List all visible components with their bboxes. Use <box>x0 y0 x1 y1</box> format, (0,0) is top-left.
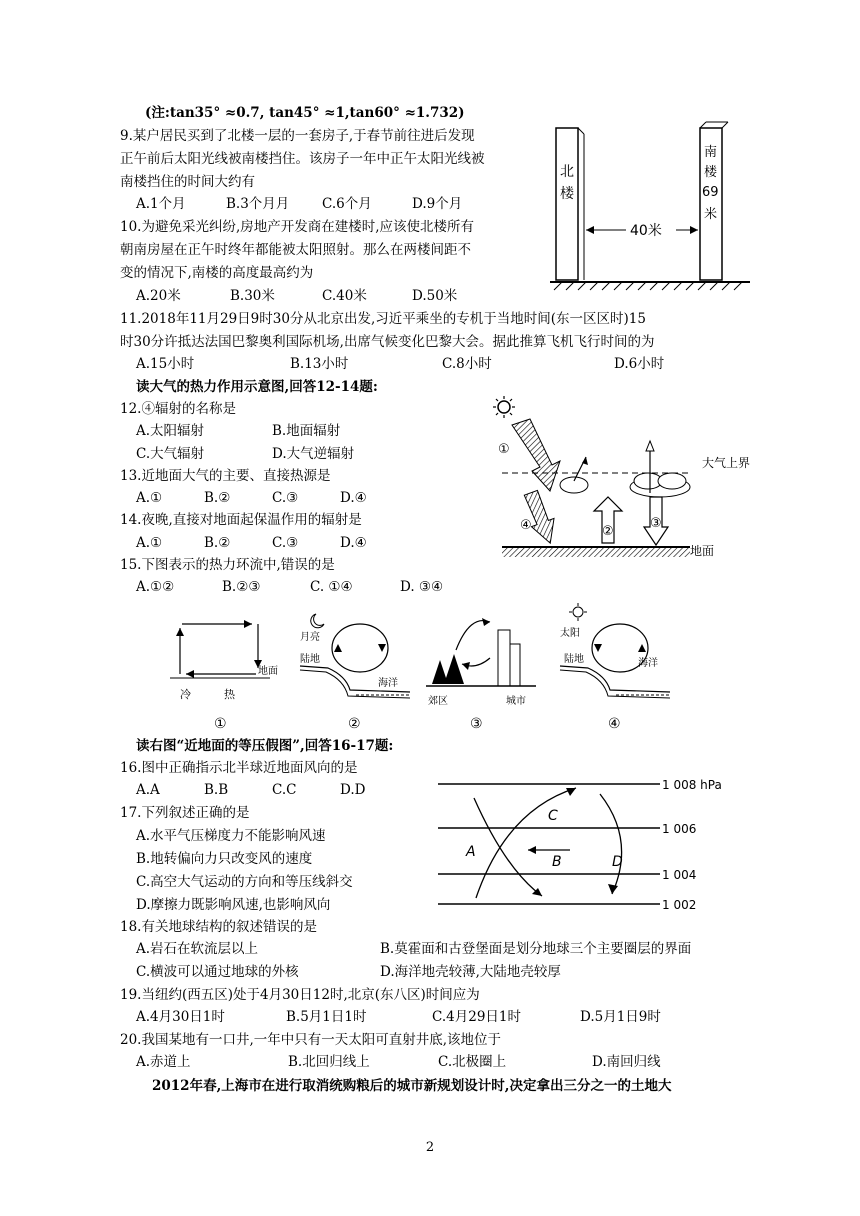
isobar-figure <box>436 770 736 910</box>
isobar-label-1008: 1 008 hPa <box>662 778 722 792</box>
panel-2-num: ② <box>348 716 361 732</box>
panel-3-num: ③ <box>470 716 483 732</box>
q16-option-a[interactable]: A.A <box>136 782 160 798</box>
panel-2 <box>300 614 410 732</box>
q9-option-d[interactable]: D.9个月 <box>412 196 463 212</box>
label-1: ① <box>498 442 510 457</box>
q19-option-a[interactable]: A.4月30日1时 <box>136 1009 225 1025</box>
label-c: C <box>548 808 558 824</box>
panel-1-num: ① <box>214 716 227 732</box>
q16-option-c[interactable]: C.C <box>272 782 297 798</box>
q20-option-a[interactable]: A.赤道上 <box>136 1054 191 1070</box>
q10-stem-2: 朝南房屋在正午时终年都能被太阳照射。那么在两楼间距不 <box>120 242 471 258</box>
south-label-2: 楼 <box>704 165 718 180</box>
q14-option-d[interactable]: D.④ <box>340 535 367 551</box>
q16-stem: 16.图中正确指示北半球近地面风向的是 <box>120 760 358 776</box>
panel-4-sea: 海洋 <box>638 658 658 669</box>
q14-stem: 14.夜晚,直接对地面起保温作用的辐射是 <box>120 512 362 528</box>
q15-option-a[interactable]: A.①② <box>136 579 175 595</box>
q11-option-b[interactable]: B.13小时 <box>290 356 349 372</box>
q12-option-d[interactable]: D.大气逆辐射 <box>272 446 355 462</box>
intro-12-14: 读大气的热力作用示意图,回答12-14题: <box>136 379 378 395</box>
q13-stem: 13.近地面大气的主要、直接热源是 <box>120 468 331 484</box>
q15-option-b[interactable]: B.②③ <box>222 579 261 595</box>
q11-stem-1: 11.2018年11月29日9时30分从北京出发,习近平乘坐的专机于当地时间(东一区区时)15 <box>120 311 646 327</box>
atmosphere-figure <box>490 395 750 565</box>
q13-option-d[interactable]: D.④ <box>340 490 367 506</box>
moon-icon <box>311 614 324 628</box>
arrow-1 <box>512 419 560 491</box>
q19-option-b[interactable]: B.5月1日1时 <box>286 1009 367 1025</box>
q14-option-c[interactable]: C.③ <box>272 535 299 551</box>
panel-1-hot: 热 <box>224 688 235 701</box>
q19-stem: 19.当纽约(西五区)处于4月30日12时,北京(东八区)时间应为 <box>120 987 480 1003</box>
q17-option-c[interactable]: C.高空大气运动的方向和等压线斜交 <box>136 874 353 890</box>
q18-option-a[interactable]: A.岩石在软流层以上 <box>136 941 259 957</box>
q10-option-d[interactable]: D.50米 <box>412 288 458 304</box>
isobar-label-1004: 1 004 <box>662 868 697 882</box>
q9-stem-3: 南楼挡住的时间大约有 <box>120 174 255 190</box>
panel-2-sea: 海洋 <box>378 678 398 689</box>
q11-option-a[interactable]: A.15小时 <box>136 356 195 372</box>
q17-stem: 17.下列叙述正确的是 <box>120 805 250 821</box>
q10-option-b[interactable]: B.30米 <box>230 288 275 304</box>
buildings-figure <box>550 120 750 300</box>
q18-option-b[interactable]: B.莫霍面和古登堡面是划分地球三个主要圈层的界面 <box>380 941 692 957</box>
ground-label: 地面 <box>690 544 715 558</box>
isobar-label-1006: 1 006 <box>662 822 697 836</box>
q17-option-a[interactable]: A.水平气压梯度力不能影响风速 <box>136 828 326 844</box>
q12-option-a[interactable]: A.太阳辐射 <box>136 423 205 439</box>
tail-paragraph: 2012年春,上海市在进行取消统购粮后的城市新规划设计时,决定拿出三分之一的土地大 <box>152 1078 672 1094</box>
panel-2-moon: 月亮 <box>300 632 320 643</box>
q20-option-d[interactable]: D.南回归线 <box>592 1054 661 1070</box>
panel-3-city: 城市 <box>506 696 526 707</box>
north-label-2: 楼 <box>560 186 574 202</box>
label-4: ④ <box>520 518 532 533</box>
label-3: ③ <box>650 516 662 531</box>
q17-option-b[interactable]: B.地转偏向力只改变风的速度 <box>136 851 313 867</box>
arrow-d <box>600 794 622 894</box>
q10-stem-1: 10.为避免采光纠纷,房地产开发商在建楼时,应该使北楼所有 <box>120 219 475 235</box>
panel-4 <box>560 603 670 732</box>
circulation-figure <box>160 600 720 735</box>
label-b: B <box>552 854 562 870</box>
q20-option-b[interactable]: B.北回归线上 <box>288 1054 370 1070</box>
label-2: ② <box>602 524 614 539</box>
north-building <box>556 128 578 280</box>
panel-1-cold: 冷 <box>180 688 191 701</box>
isobar-label-1002: 1 002 <box>662 898 697 910</box>
panel-3 <box>426 618 536 732</box>
q12-stem: 12.④辐射的名称是 <box>120 401 236 417</box>
q11-stem-2: 时30分许抵达法国巴黎奥利国际机场,出席气候变化巴黎大会。据此推算飞机飞行时间的为 <box>120 334 655 350</box>
q16-option-d[interactable]: D.D <box>340 782 366 798</box>
q18-stem: 18.有关地球结构的叙述错误的是 <box>120 919 317 935</box>
q13-option-c[interactable]: C.③ <box>272 490 299 506</box>
q18-option-d[interactable]: D.海洋地壳较薄,大陆地壳较厚 <box>380 964 561 980</box>
q18-option-c[interactable]: C.横波可以通过地球的外核 <box>136 964 299 980</box>
q15-option-d[interactable]: D. ③④ <box>400 579 444 595</box>
panel-1 <box>170 620 278 732</box>
q10-option-c[interactable]: C.40米 <box>322 288 367 304</box>
panel-4-sun: 太阳 <box>560 628 580 639</box>
intro-16-17: 读右图“近地面的等压假图”,回答16-17题: <box>136 738 394 754</box>
q9-stem-2: 正午前后太阳光线被南楼挡住。该房子一年中正午太阳光线被 <box>120 151 485 167</box>
q13-option-b[interactable]: B.② <box>204 490 231 506</box>
q15-option-c[interactable]: C. ①④ <box>310 579 353 595</box>
q14-option-b[interactable]: B.② <box>204 535 231 551</box>
q15-stem: 15.下图表示的热力环流中,错误的是 <box>120 557 335 573</box>
q9-option-c[interactable]: C.6个月 <box>322 196 372 212</box>
label-d: D <box>612 854 623 870</box>
q13-option-a[interactable]: A.① <box>136 490 163 506</box>
panel-4-num: ④ <box>608 716 621 732</box>
q11-option-c[interactable]: C.8小时 <box>442 356 492 372</box>
q10-option-a[interactable]: A.20米 <box>136 288 181 304</box>
q10-stem-3: 变的情况下,南楼的高度最高约为 <box>120 265 314 281</box>
page-number: 2 <box>425 1140 435 1155</box>
q20-option-c[interactable]: C.北极圈上 <box>438 1054 507 1070</box>
q12-option-c[interactable]: C.大气辐射 <box>136 446 205 462</box>
distance-label: 40米 <box>630 223 662 239</box>
q11-option-d[interactable]: D.6小时 <box>614 356 665 372</box>
panel-3-suburb: 郊区 <box>428 696 448 707</box>
label-a: A <box>466 844 476 860</box>
q19-option-c[interactable]: C.4月29日1时 <box>432 1009 521 1025</box>
q17-option-d[interactable]: D.摩擦力既影响风速,也影响风向 <box>136 897 331 913</box>
cloud-small <box>560 477 588 493</box>
building-icon <box>498 630 510 686</box>
q14-option-a[interactable]: A.① <box>136 535 163 551</box>
note-line: (注:tan35° ≈0.7, tan45° ≈1,tan60° ≈1.732) <box>145 105 465 121</box>
panel-2-land: 陆地 <box>300 654 320 665</box>
panel-4-land: 陆地 <box>564 654 584 665</box>
q9-stem-1: 9.某户居民买到了北楼一层的一套房子,于春节前往进后发现 <box>120 128 475 144</box>
q16-option-b[interactable]: B.B <box>204 782 229 798</box>
sun-icon <box>493 396 515 418</box>
panel-1-ground: 地面 <box>258 666 278 677</box>
q19-option-d[interactable]: D.5月1日9时 <box>580 1009 661 1025</box>
south-label-1: 南 <box>704 145 718 160</box>
q20-stem: 20.我国某地有一口井,一年中只有一天太阳可直射井底,该地位于 <box>120 1032 502 1048</box>
atmosphere-top-label: 大气上界 <box>702 456 750 470</box>
arrow-a <box>474 798 542 896</box>
north-label-1: 北 <box>560 164 574 180</box>
q12-option-b[interactable]: B.地面辐射 <box>272 423 341 439</box>
sun-icon-panel-4 <box>569 603 587 621</box>
q9-option-a[interactable]: A.1个月 <box>136 196 186 212</box>
south-label-3: 69 <box>702 185 719 200</box>
south-label-4: 米 <box>704 207 718 222</box>
q9-option-b[interactable]: B.3个月月 <box>226 196 290 212</box>
